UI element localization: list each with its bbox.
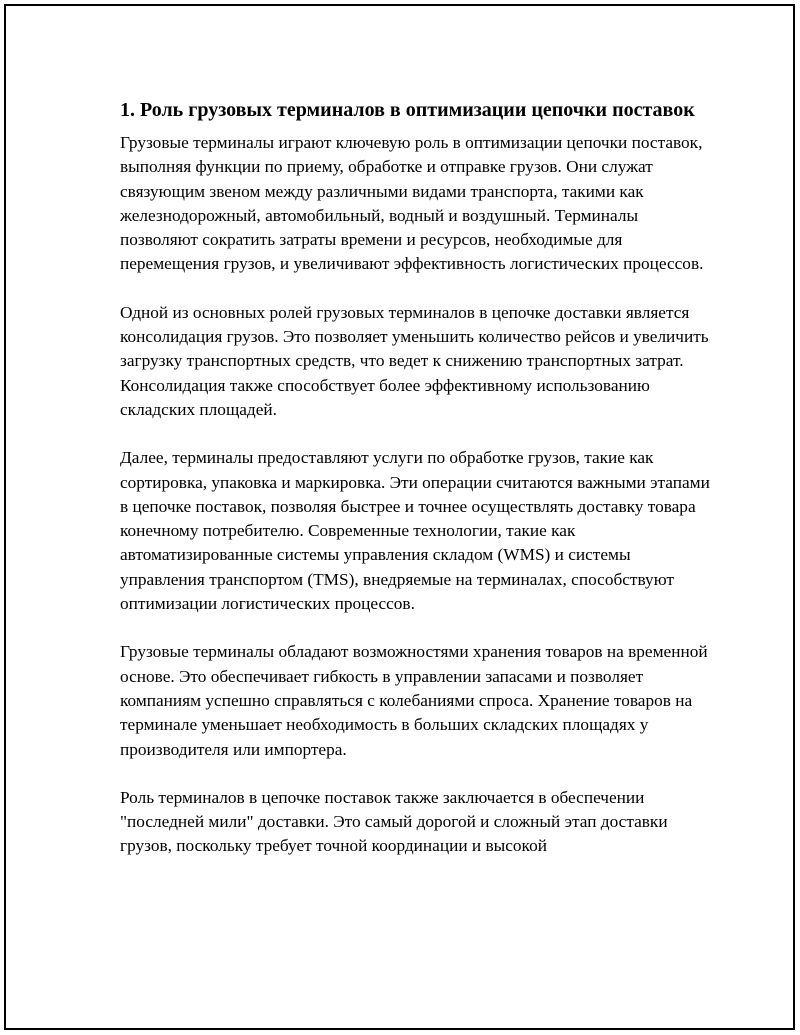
document-page xyxy=(4,4,795,1030)
section-heading: 1. Роль грузовых терминалов в оптимизации цепочки поставок xyxy=(120,99,695,121)
paragraph-4: Грузовые терминалы обладают возможностями хранения товаров на временной основе. Это обеспечивает гибкость в управлении запасами и позволяет компаниям успешно справляться с колебаниями спроса. Хранение товаров на терминале уменьшает необходимость в больших складских площадях у производителя или импортера. xyxy=(120,642,708,759)
paragraph-2: Одной из основных ролей грузовых терминалов в цепочке доставки является консолидация грузов. Это позволяет уменьшить количество рейсов и увеличить загрузку транспортных средств, что ведет к снижению транспортных затрат. Консолидация также способствует более эффективному использованию складских площадей. xyxy=(120,302,709,419)
paragraph-3: Далее, терминалы предоставляют услуги по обработке грузов, такие как сортировка, упаковка и маркировка. Эти операции считаются важными этапами в цепочке поставок, позволяя быстрее и точнее осуществлять доставку товара конечному потребителю. Современные технологии, такие как автоматизированные системы управления складом (WMS) и системы управления транспортом (TMS), внедряемые на терминалах, способствуют оптимизации логистических процессов. xyxy=(120,448,710,614)
paragraph-1: Грузовые терминалы играют ключевую роль в оптимизации цепочки поставок, выполняя функции по приему, обработке и отправке грузов. Они служат связующим звеном между различными видами транспорта, такими как железнодорожный, автомобильный, водный и воздушный. Терминалы позволяют сократить затраты времени и ресурсов, необходимые для перемещения грузов, и увеличивают эффективность логистических процессов. xyxy=(120,133,704,274)
document-content xyxy=(120,97,710,883)
paragraph-5: Роль терминалов в цепочке поставок также заключается в обеспечении "последней мили" доставки. Это самый дорогой и сложный этап доставки грузов, поскольку требует точной координации и высокой xyxy=(120,787,668,856)
